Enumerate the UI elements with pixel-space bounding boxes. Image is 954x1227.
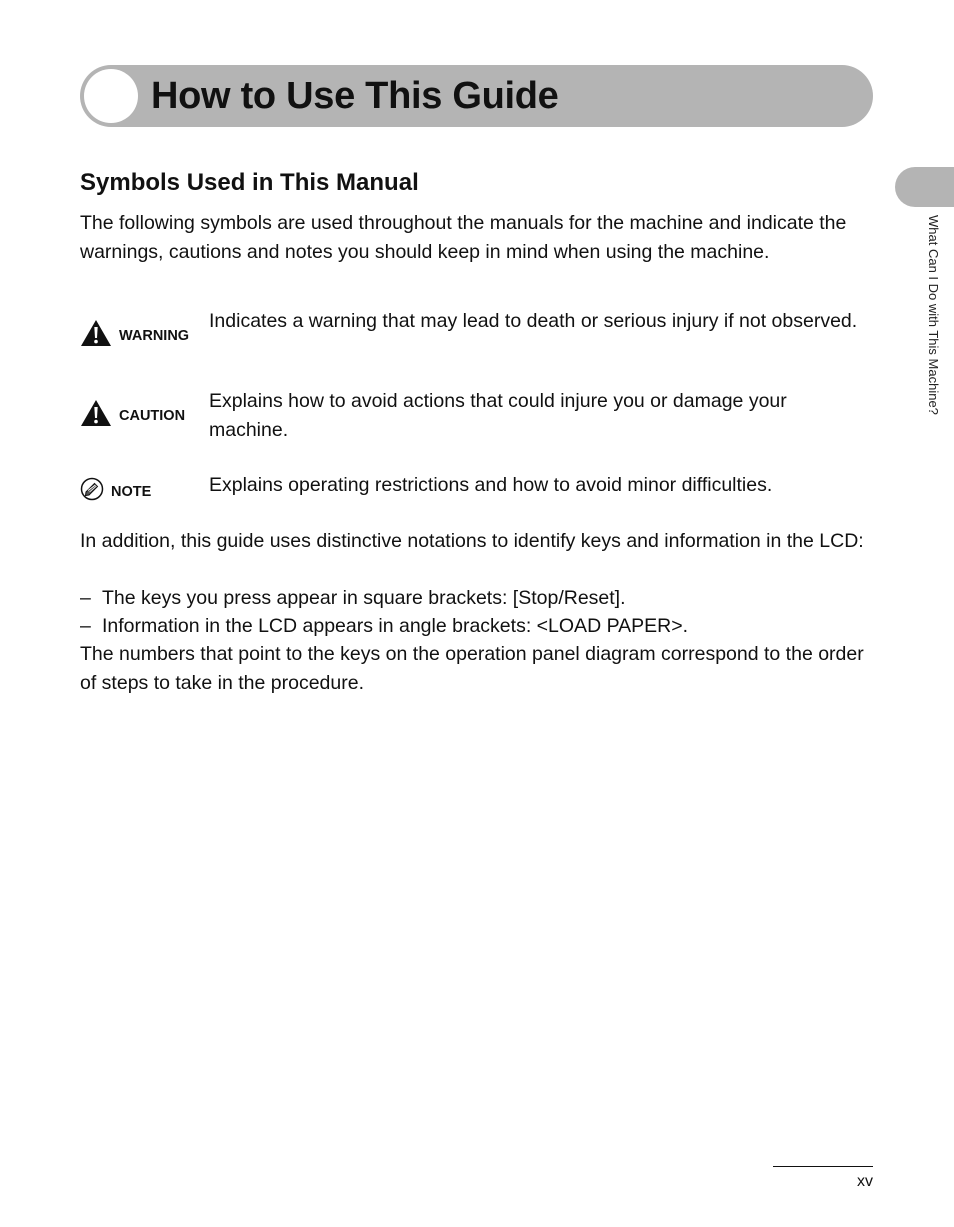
note-pencil-icon (80, 477, 104, 506)
footer-rule (773, 1166, 873, 1167)
list-item (80, 584, 626, 613)
caution-triangle-icon (80, 399, 112, 432)
caution-label: CAUTION (119, 407, 186, 424)
caution-description: Explains how to avoid actions that could injure you or damage your machine. (209, 390, 787, 441)
list-item-text: The keys you press appear in square brackets: [Stop/Reset]. (102, 587, 626, 609)
page-number: xv (857, 1173, 873, 1190)
list-item-text: Information in the LCD appears in angle brackets: <LOAD PAPER>. (102, 615, 689, 637)
warning-symbol (80, 319, 189, 352)
notations-closing: The numbers that point to the keys on the operation panel diagram correspond to the order of steps to take in the procedure. (80, 643, 864, 694)
note-symbol (80, 477, 151, 506)
note-description: Explains operating restrictions and how to avoid minor difficulties. (209, 474, 773, 496)
side-tab (895, 167, 954, 207)
section-intro: The following symbols are used throughout the manuals for the machine and indicate the warnings, cautions and notes you should keep in mind when using the machine. (80, 212, 847, 263)
list-dash: – (80, 615, 91, 637)
warning-label: WARNING (119, 327, 190, 344)
notations-intro: In addition, this guide uses distinctive notations to identify keys and information in the LCD: (80, 530, 864, 552)
caution-symbol (80, 399, 185, 432)
list-item (80, 612, 688, 641)
title-circle-decoration (84, 69, 138, 123)
list-dash: – (80, 587, 91, 609)
warning-triangle-icon (80, 319, 112, 352)
warning-description: Indicates a warning that may lead to death or serious injury if not observed. (209, 310, 858, 332)
side-tab-label: What Can I Do with This Machine? (926, 215, 941, 415)
note-label: NOTE (111, 483, 152, 500)
page-title: How to Use This Guide (151, 75, 559, 117)
section-heading: Symbols Used in This Manual (80, 169, 419, 196)
